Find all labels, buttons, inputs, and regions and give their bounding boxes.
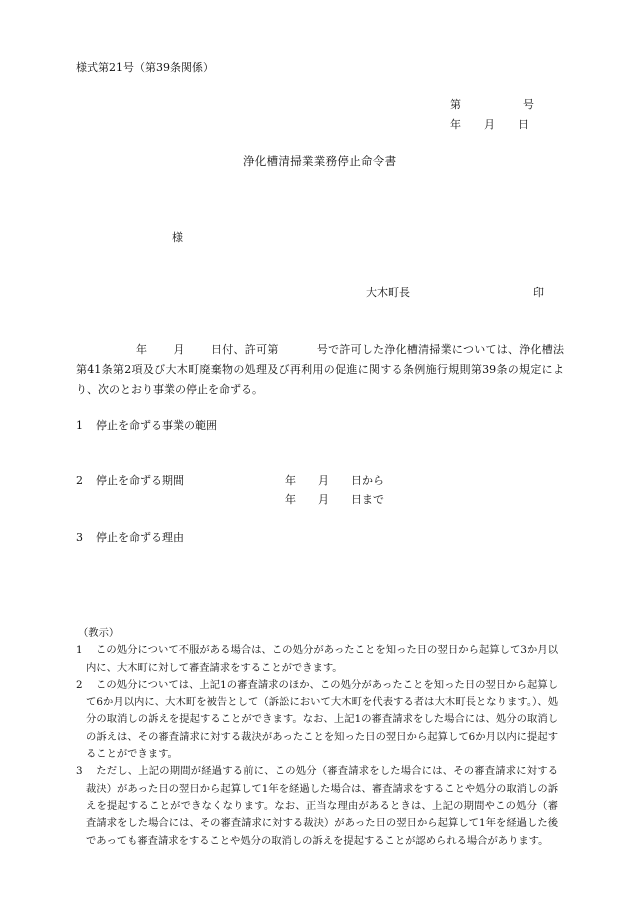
- addressee-suffix: 様: [172, 231, 183, 244]
- document-number-suffix: 号: [523, 98, 534, 111]
- period-to: [285, 492, 384, 507]
- item-number: 2: [76, 474, 83, 487]
- issue-date: [450, 117, 529, 132]
- period-to-year: 年: [285, 493, 296, 506]
- instruction-section: [76, 625, 558, 850]
- instruction-note-number: 1: [76, 644, 83, 657]
- instruction-note: [76, 677, 558, 763]
- item-suspension-period: [76, 473, 184, 488]
- period-from-year: 年: [285, 474, 296, 487]
- body-month: 月: [173, 343, 185, 356]
- body-text-1: 日付、許可第: [210, 343, 279, 356]
- period-to-day: 日まで: [351, 493, 384, 506]
- body-text-2: 号で許可した浄化槽清掃業については、浄化槽法第41条第2項及び大木町廃棄物の処理及び再利用の促進に関する条例施行規則第39条の規定により、次のとおり事業の停止を命ずる。: [76, 343, 565, 396]
- item-label: 停止を命ずる期間: [96, 474, 184, 487]
- period-from: [285, 473, 384, 488]
- instruction-note-number: 3: [76, 765, 83, 778]
- document-title: 浄化槽清掃業業務停止命令書: [243, 154, 397, 168]
- item-suspension-reason: [76, 530, 184, 545]
- instruction-note: [76, 642, 558, 677]
- issuer-name: 大木町長: [366, 286, 410, 299]
- instruction-heading: （教示）: [78, 627, 120, 639]
- item-business-scope: [76, 418, 217, 433]
- issue-date-month: 月: [484, 118, 495, 131]
- form-label: 様式第21号（第39条関係）: [76, 61, 214, 74]
- instruction-note-text: この処分については、上記1の審査請求のほか、この処分があったことを知った日の翌日から起算して6か月以内に、大木町を被告として（訴訟において大木町を代表する者は大木町長となります。）、処分の取消しの訴えを提起することができます。なお、上記1の審査請求をした場合には、処分の取消しの訴えは、その審査請求に対する裁決があったことを知った日の翌日から起算して6か月以内に提起することができます。: [86, 678, 558, 761]
- instruction-note: [76, 763, 558, 849]
- item-number: 1: [76, 419, 83, 432]
- period-from-month: 月: [318, 474, 329, 487]
- issue-date-day: 日: [518, 118, 529, 131]
- order-body-text: [76, 340, 564, 400]
- issue-date-year: 年: [450, 118, 461, 131]
- document-number-prefix: 第: [450, 98, 461, 111]
- period-from-day: 日から: [351, 474, 384, 487]
- item-label: 停止を命ずる事業の範囲: [96, 419, 217, 432]
- instruction-note-text: ただし、上記の期間が経過する前に、この処分（審査請求をした場合には、その審査請求に対する裁決）があった日の翌日から起算して1年を経過した場合は、審査請求をすることや処分の取消しの訴えを提起することができなくなります。なお、正当な理由があるときは、上記の期間やこの処分（審査請求をした場合には、その審査請求に対する裁決）があった日の翌日から起算して1年を経過した後であっても審査請求をすることや処分の取消しの訴えを提起することが認められる場合があります。: [86, 765, 558, 847]
- item-number: 3: [76, 531, 83, 544]
- body-year: 年: [136, 343, 148, 356]
- item-label: 停止を命ずる理由: [96, 531, 184, 544]
- instruction-note-number: 2: [76, 678, 83, 691]
- period-to-month: 月: [318, 493, 329, 506]
- seal-mark: 印: [533, 286, 544, 299]
- document-number: [450, 97, 534, 112]
- instruction-note-text: この処分について不服がある場合は、この処分があったことを知った日の翌日から起算して3か月以内に、大木町に対して審査請求をすることができます。: [86, 644, 558, 674]
